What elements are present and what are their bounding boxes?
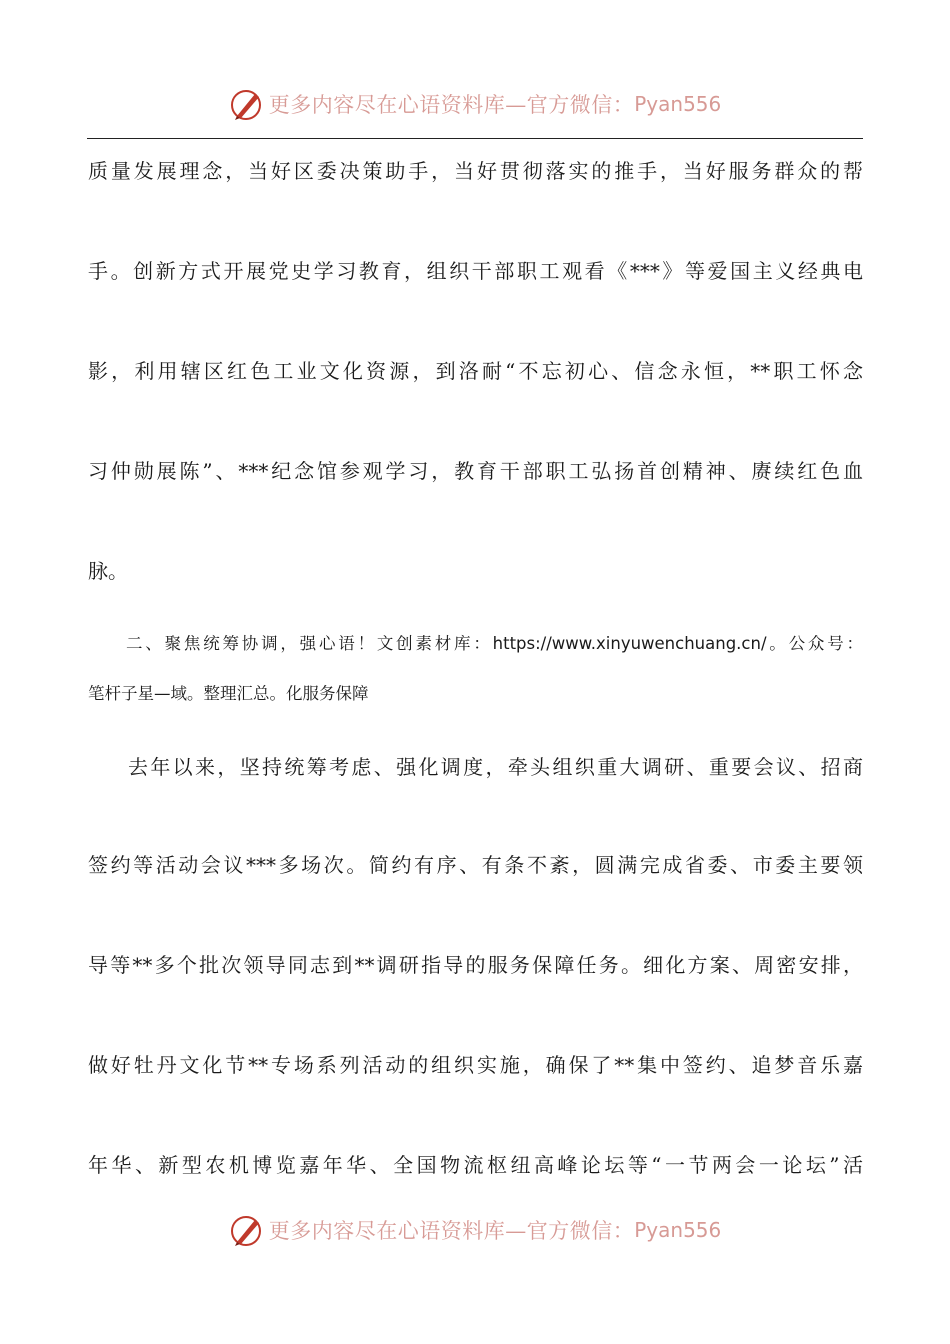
header-banner-wechat-id: Pyan556	[634, 92, 722, 116]
pen-logo-icon	[229, 86, 265, 122]
body-line-8: 导等**多个批次领导同志到**调研指导的服务保障任务。细化方案、周密安排，	[88, 953, 863, 977]
header-divider	[87, 138, 863, 139]
body-line-1: 质量发展理念，当好区委决策助手，当好贯彻落实的推手，当好服务群众的帮	[88, 159, 863, 183]
footer-banner	[0, 1210, 950, 1250]
header-banner-text: 更多内容尽在心语资料库—官方微信：	[268, 93, 635, 117]
body-line-9: 做好牡丹文化节**专场系列活动的组织实施，确保了**集中签约、追梦音乐嘉	[88, 1053, 863, 1077]
footer-banner-wechat-id: Pyan556	[634, 1218, 722, 1242]
section-heading-line-2: 笔杆子星—域。整理汇总。化服务保障	[88, 684, 369, 703]
pen-logo-icon	[229, 1212, 265, 1248]
body-line-10: 年华、新型农机博览嘉年华、全国物流枢纽高峰论坛等“一节两会一论坛”活	[88, 1153, 863, 1177]
body-line-3: 影，利用辖区红色工业文化资源，到洛耐“不忘初心、信念永恒，**职工怀念	[88, 359, 863, 383]
body-line-6: 去年以来，坚持统筹考虑、强化调度，牵头组织重大调研、重要会议、招商	[128, 755, 863, 779]
header-banner	[0, 84, 950, 124]
body-line-7: 签约等活动会议***多场次。简约有序、有条不紊，圆满完成省委、市委主要领	[88, 853, 863, 877]
body-line-4: 习仲勋展陈”、***纪念馆参观学习，教育干部职工弘扬首创精神、赓续红色血	[88, 459, 863, 483]
body-line-2: 手。创新方式开展党史学习教育，组织干部职工观看《***》等爱国主义经典电	[88, 259, 863, 283]
body-line-5: 脉。	[88, 559, 128, 583]
footer-banner-text: 更多内容尽在心语资料库—官方微信：	[268, 1219, 635, 1243]
section-heading-line-1: 二、聚焦统筹协调，强心语！文创素材库：https://www.xinyuwenchuang.cn/。公众号：	[126, 634, 863, 653]
